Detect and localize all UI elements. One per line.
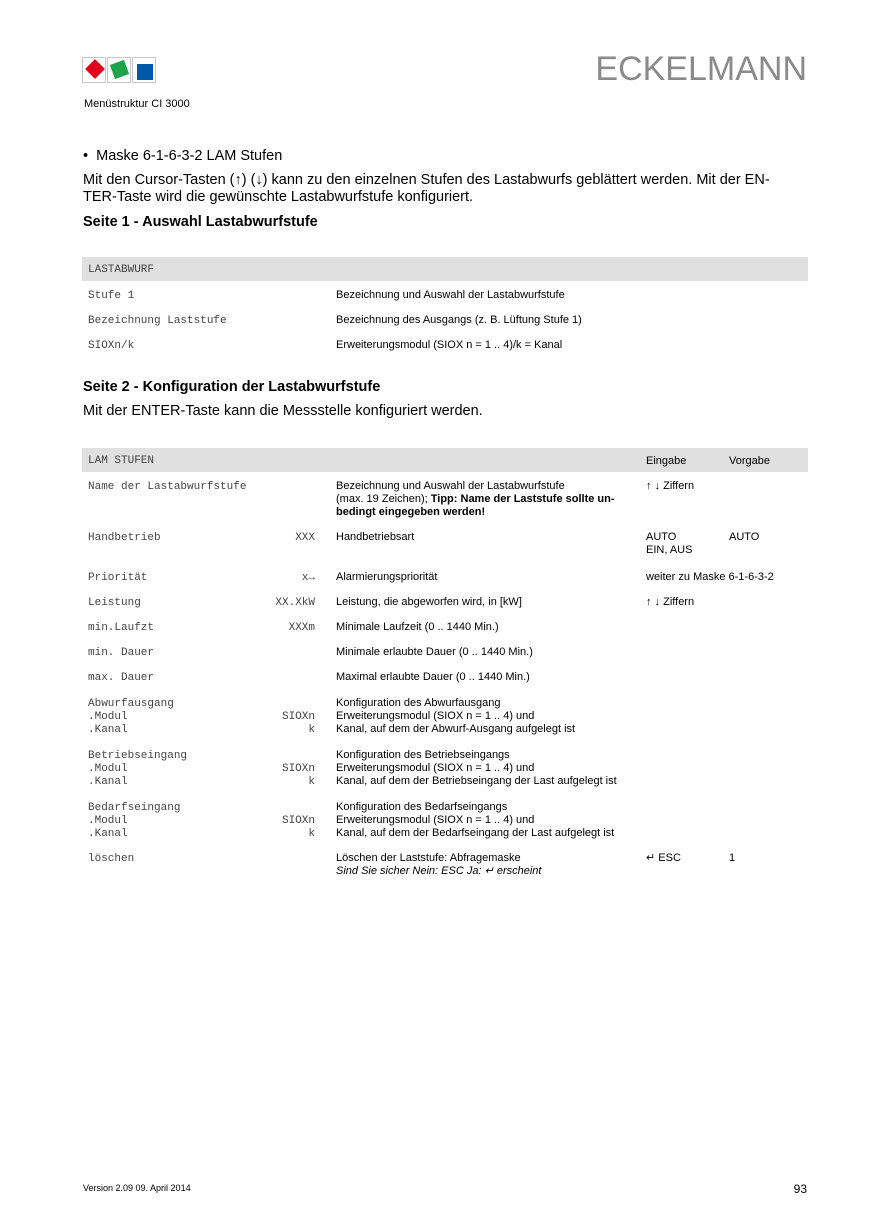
page1-desc-siox: Erweiterungsmodul (SIOX n = 1 .. 4)/k = Kanal — [336, 339, 563, 351]
footer-version: Version 2.09 09. April 2014 — [83, 1183, 191, 1193]
intro-title — [83, 148, 783, 165]
desc-bedarf-1: Konfiguration des Bedarfseingangs — [336, 801, 508, 813]
page2-table-header — [82, 448, 808, 472]
desc-bedarf-2: Erweiterungsmodul (SIOX n = 1 .. 4) und — [336, 814, 535, 826]
value-bedarf-kanal: k — [308, 828, 315, 840]
field-bedarf-kanal: .Kanal — [88, 828, 128, 840]
desc-min-dauer: Minimale erlaubte Dauer (0 .. 1440 Min.) — [336, 646, 533, 658]
field-bedarf: Bedarfseingang — [88, 802, 181, 814]
desc-leistung: Leistung, die abgeworfen wird, in [kW] — [336, 596, 522, 608]
page1-field-stufe: Stufe 1 — [88, 290, 135, 302]
desc-bedarf-3: Kanal, auf dem der Bedarfseingang der Last aufgelegt ist — [336, 827, 615, 839]
desc-prioritaet: Alarmierungspriorität — [336, 571, 438, 583]
desc-name-3: bedingt eingegeben werden! — [336, 506, 486, 518]
desc-abwurf-1: Konfiguration des Abwurfausgang — [336, 697, 501, 709]
input-loeschen: ↵ ESC — [646, 852, 681, 864]
input-name: ↑ ↓ Ziffern — [646, 480, 695, 492]
desc-betrieb-2: Erweiterungsmodul (SIOX n = 1 .. 4) und — [336, 762, 535, 774]
desc-handbetrieb: Handbetriebsart — [336, 531, 415, 543]
value-leistung: XX.XkW — [275, 597, 315, 609]
default-handbetrieb: AUTO — [729, 531, 760, 543]
field-abwurf-modul: .Modul — [88, 711, 128, 723]
field-betrieb-modul: .Modul — [88, 763, 128, 775]
field-bedarf-modul: .Modul — [88, 815, 128, 827]
desc-betrieb-3: Kanal, auf dem der Betriebseingang der Last aufgelegt ist — [336, 775, 617, 787]
intro-line-2: TER-Taste wird die gewünschte Lastabwurfstufe konfiguriert. — [83, 189, 474, 205]
field-abwurf: Abwurfausgang — [88, 698, 174, 710]
desc-abwurf-3: Kanal, auf dem der Abwurf-Ausgang aufgelegt ist — [336, 723, 576, 735]
desc-loeschen-1: Löschen der Laststufe: Abfragemaske — [336, 852, 521, 864]
input-prioritaet: weiter zu Maske 6-1-6-3-2 — [646, 571, 774, 583]
field-abwurf-kanal: .Kanal — [88, 724, 128, 736]
desc-abwurf-2: Erweiterungsmodul (SIOX n = 1 .. 4) und — [336, 710, 535, 722]
page1-table-title: LASTABWURF — [88, 264, 155, 276]
input-handbetrieb-1: AUTO — [646, 531, 677, 543]
field-betrieb-kanal: .Kanal — [88, 776, 128, 788]
value-prioritaet: x→ — [301, 572, 315, 584]
field-prioritaet: Priorität — [88, 572, 148, 584]
page-number: 93 — [793, 1182, 807, 1196]
page1-table-header — [82, 257, 808, 281]
field-min-laufzeit: min.Laufzt — [88, 622, 155, 634]
default-loeschen: 1 — [729, 852, 736, 864]
field-name: Name der Lastabwurfstufe — [88, 481, 247, 493]
page1-heading: Seite 1 - Auswahl Lastabwurfstufe — [83, 214, 318, 230]
page1-field-siox: SIOXn/k — [88, 340, 135, 352]
desc-name-1: Bezeichnung und Auswahl der Lastabwurfstufe — [336, 480, 565, 492]
value-abwurf-kanal: k — [308, 724, 315, 736]
desc-max-dauer: Maximal erlaubte Dauer (0 .. 1440 Min.) — [336, 671, 530, 683]
page1-field-bezeichnung: Bezeichnung Laststufe — [88, 315, 227, 327]
page2-text: Mit der ENTER-Taste kann die Messstelle konfiguriert werden. — [83, 403, 483, 419]
field-max-dauer: max. Dauer — [88, 672, 155, 684]
desc-name-2a: (max. 19 Zeichen); — [336, 493, 431, 505]
desc-min-laufzeit: Minimale Laufzeit (0 .. 1440 Min.) — [336, 621, 499, 633]
mask-title: Maske 6-1-6-3-2 LAM Stufen — [96, 148, 283, 164]
input-leistung: ↑ ↓ Ziffern — [646, 596, 695, 608]
desc-name-tip: Tipp: Name der Laststufe sollte un- — [430, 493, 615, 505]
field-leistung: Leistung — [88, 597, 141, 609]
logo-blue-square — [137, 64, 153, 80]
value-bedarf-modul: SIOXn — [281, 815, 315, 827]
intro-line-1: Mit den Cursor-Tasten (↑) (↓) kann zu den einzelnen Stufen des Lastabwurfs geblättert werden. Mit der EN- — [83, 172, 770, 188]
page1-desc-bezeichnung: Bezeichnung des Ausgangs (z. B. Lüftung Stufe 1) — [336, 314, 582, 326]
field-min-dauer: min. Dauer — [88, 647, 155, 659]
bullet: • — [83, 148, 89, 164]
field-loeschen: löschen — [88, 853, 135, 865]
value-abwurf-modul: SIOXn — [281, 711, 315, 723]
page2-heading: Seite 2 - Konfiguration der Lastabwurfstufe — [83, 379, 381, 395]
page1-desc-stufe: Bezeichnung und Auswahl der Lastabwurfstufe — [336, 289, 565, 301]
value-min-laufzeit: XXXm — [288, 622, 315, 634]
brand-name: ECKELMANN — [595, 50, 807, 88]
desc-betrieb-1: Konfiguration des Betriebseingangs — [336, 749, 510, 761]
col-header-eingabe: Eingabe — [646, 455, 687, 467]
value-betrieb-kanal: k — [308, 776, 315, 788]
field-handbetrieb: Handbetrieb — [88, 532, 161, 544]
value-handbetrieb: XXX — [295, 532, 315, 544]
col-header-vorgabe: Vorgabe — [729, 455, 770, 467]
field-betrieb: Betriebseingang — [88, 750, 188, 762]
value-betrieb-modul: SIOXn — [281, 763, 315, 775]
page2-table-title: LAM STUFEN — [88, 455, 155, 467]
desc-name-2 — [336, 493, 615, 506]
input-handbetrieb-2: EIN, AUS — [646, 544, 693, 556]
desc-loeschen-2: Sind Sie sicher Nein: ESC Ja: ↵ erscheint — [336, 865, 542, 877]
document-subtitle: Menüstruktur CI 3000 — [84, 98, 190, 110]
